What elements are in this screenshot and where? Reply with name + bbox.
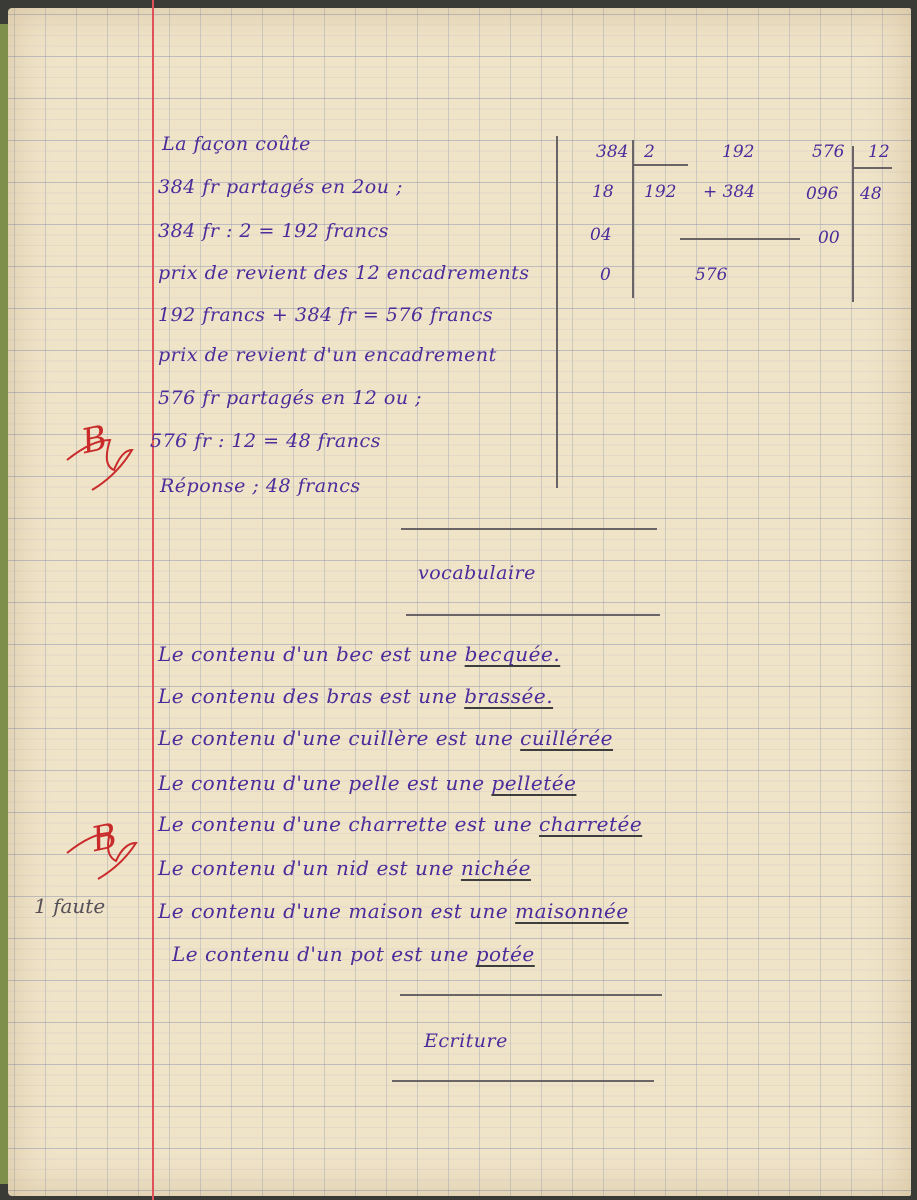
problem-line: 384 fr : 2 = 192 francs — [158, 220, 389, 242]
calc-division1-row: 18 — [592, 182, 614, 202]
calc-division1-divisor: 2 — [644, 142, 655, 162]
vocab-answer: potée — [475, 942, 535, 966]
problem-line: prix de revient d'un encadrement — [158, 344, 497, 366]
vocab-sentence — [158, 684, 553, 708]
vocab-sentence-text: Le contenu d'une charrette est une — [158, 812, 540, 836]
calc-division2-divisor: 12 — [868, 142, 890, 162]
vocab-answer: cuillérée — [520, 726, 613, 750]
addition-bar — [680, 238, 800, 240]
vocab-sentence-text: Le contenu d'un pot est une — [172, 942, 476, 966]
vocab-sentence — [158, 726, 613, 750]
teacher-grade-mark: B — [78, 417, 111, 463]
grade-flourish-icon — [62, 417, 152, 500]
problem-line: prix de revient des 12 encadrements — [158, 262, 530, 284]
section-divider — [401, 528, 657, 530]
problem-line: 576 fr : 12 = 48 francs — [150, 430, 381, 452]
teacher-grade-mark: B — [88, 815, 121, 861]
notebook-page — [8, 8, 911, 1196]
margin-note: 1 faute — [34, 894, 106, 918]
vocab-sentence-text: Le contenu des bras est une — [158, 684, 465, 708]
section-divider — [406, 614, 660, 616]
problem-line: La façon coûte — [162, 133, 311, 155]
vocab-answer: charretée — [539, 812, 643, 836]
calc-division2-dividend: 576 — [812, 142, 845, 162]
calc-separator-line — [556, 136, 558, 488]
division1-horizontal-bar — [632, 164, 688, 166]
vocab-sentence — [158, 771, 576, 795]
vocab-answer: maisonnée — [515, 899, 629, 923]
vocab-sentence — [172, 942, 535, 966]
vocab-sentence — [158, 812, 642, 836]
section-divider — [400, 994, 662, 996]
calc-addition-line1: 192 — [722, 142, 755, 162]
vocab-answer: nichée — [460, 856, 531, 880]
division2-vertical-bar — [852, 146, 854, 302]
ecriture-title: Ecriture — [424, 1030, 508, 1052]
calc-addition-result: 576 — [695, 265, 728, 285]
vocabulaire-title: vocabulaire — [418, 562, 536, 584]
vocab-answer: becquée. — [464, 642, 561, 666]
calc-division1-quotient: 192 — [644, 182, 677, 202]
problem-line: 192 francs + 384 fr = 576 francs — [158, 304, 494, 326]
calc-division2-row: 096 — [806, 184, 839, 204]
vocab-sentence — [158, 899, 629, 923]
calc-division2-row: 00 — [818, 228, 840, 248]
calc-division1-row: 04 — [590, 225, 612, 245]
calc-division2-quotient: 48 — [860, 184, 882, 204]
problem-line: 576 fr partagés en 12 ou ; — [158, 387, 423, 409]
calc-division1-row: 0 — [600, 265, 611, 285]
calc-division1-dividend: 384 — [596, 142, 629, 162]
vocab-sentence-text: Le contenu d'un bec est une — [158, 642, 465, 666]
section-divider — [392, 1080, 654, 1082]
vocab-sentence-text: Le contenu d'une pelle est une — [158, 771, 492, 795]
vocab-sentence — [158, 856, 531, 880]
vocab-sentence-text: Le contenu d'un nid est une — [158, 856, 461, 880]
red-margin-line — [152, 0, 154, 1200]
grade-flourish-icon — [62, 815, 162, 890]
vocab-sentence-text: Le contenu d'une maison est une — [158, 899, 516, 923]
division2-horizontal-bar — [852, 167, 892, 169]
problem-line: 384 fr partagés en 2ou ; — [158, 176, 403, 198]
vocab-answer: pelletée — [491, 771, 577, 795]
vocab-sentence-text: Le contenu d'une cuillère est une — [158, 726, 521, 750]
calc-addition-line2: + 384 — [703, 182, 756, 202]
vocab-sentence — [158, 642, 560, 666]
problem-line: Réponse ; 48 francs — [160, 475, 361, 497]
vocab-answer: brassée. — [464, 684, 554, 708]
